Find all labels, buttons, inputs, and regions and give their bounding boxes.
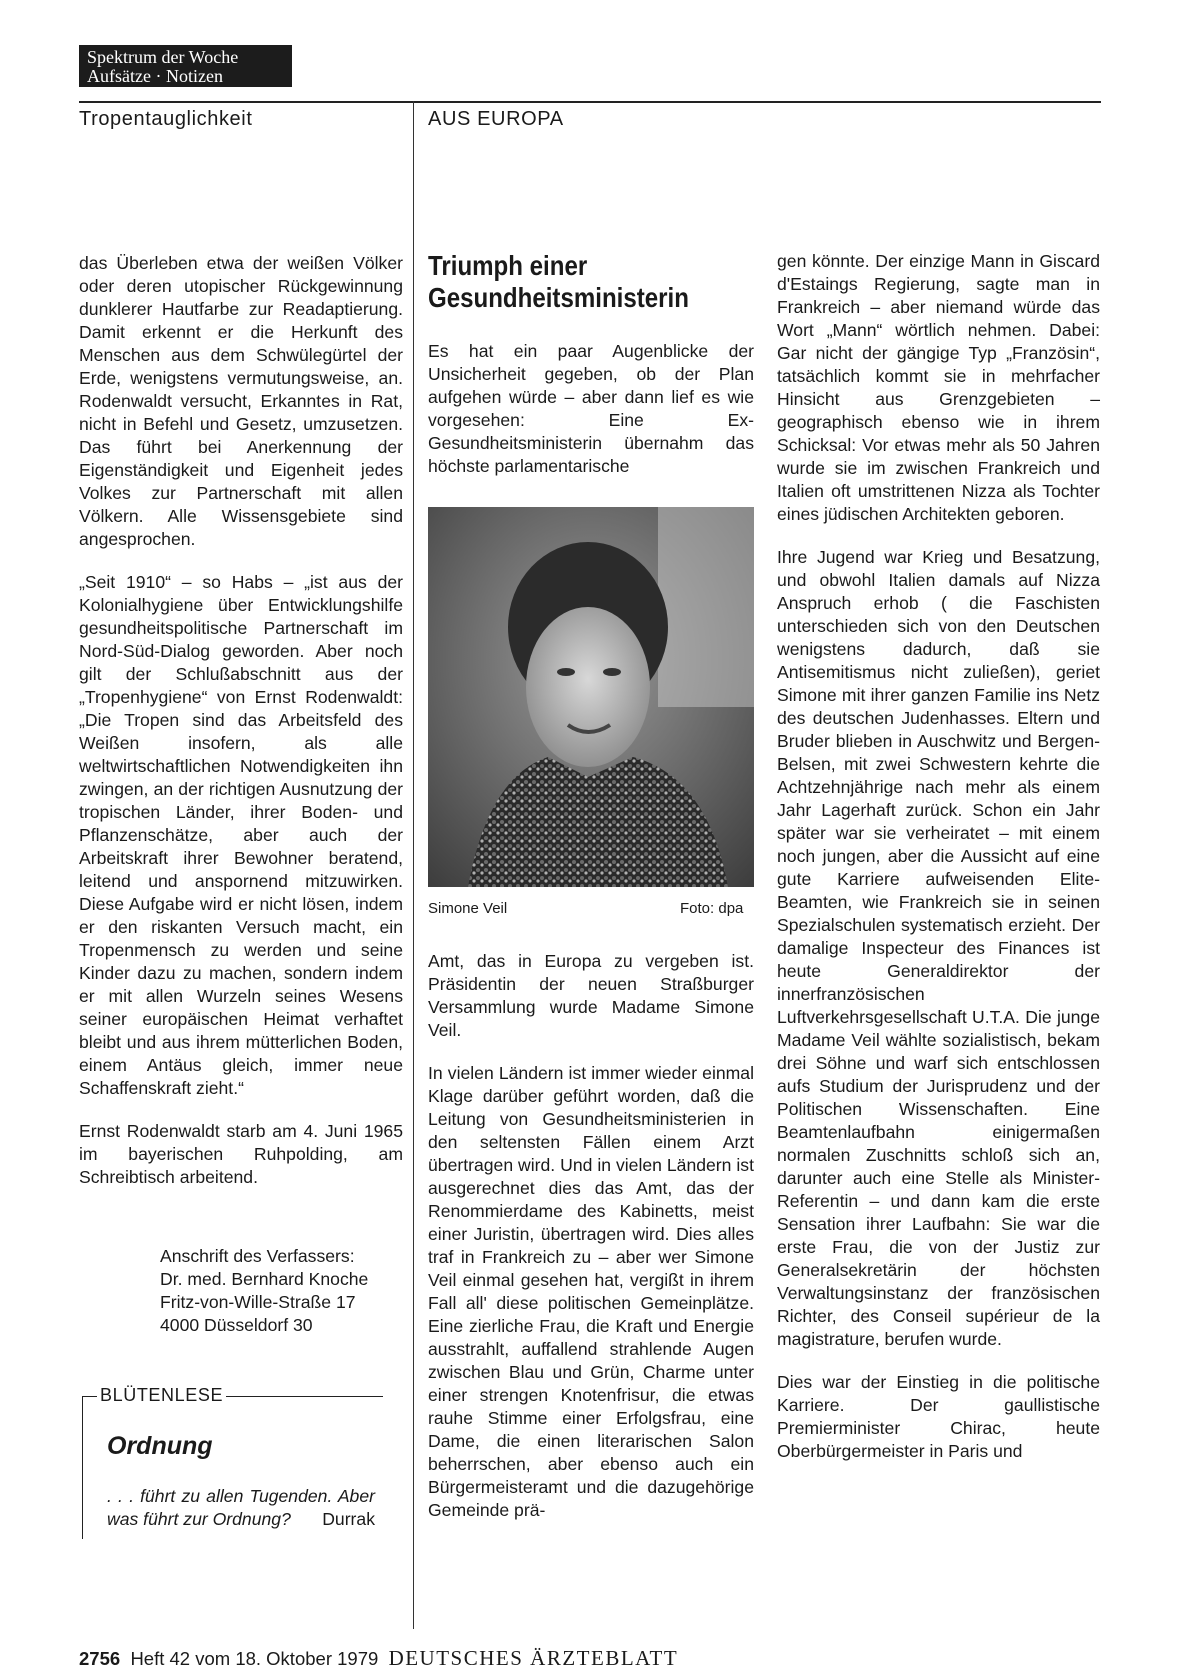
paragraph: Dies war der Einstieg in die politische Karriere. Der gaullistische Premierminister Chirac, heute Oberbürgermeister in Paris und [777, 1372, 1100, 1461]
issue-info: Heft 42 vom 18. Oktober 1979 [130, 1648, 379, 1669]
column-divider [413, 101, 414, 1629]
magazine-name: DEUTSCHES ÄRZTEBLATT [388, 1646, 679, 1670]
article-column-2 [428, 950, 754, 1542]
section-badge [79, 45, 292, 87]
headline-line-2: Gesundheitsministerin [428, 282, 689, 313]
article-column-3 [777, 250, 1100, 1483]
article-headline [428, 250, 708, 314]
paragraph: Ernst Rodenwaldt starb am 4. Juni 1965 im bayerischen Ruhpolding, am Schreibtisch arbeitend. [79, 1121, 403, 1187]
bluetenlese-heading: Ordnung [107, 1432, 213, 1460]
paragraph: das Überleben etwa der weißen Völker oder deren utopischer Rückgewinnung dunklerer Hautfarbe zur Readaptierung. Damit erkennt er die Herkunft des Menschen aus dem Schwülegürtel der Erde, wenigstens vermutungsweise, an. Rodenwaldt versucht, Erkanntes in Rat, nicht in Befehl und Gesetz, umzusetzen. Das führt bei Anerkennung der Eigenständigkeit und Eigenheit jedes Volkes zur Partnerschaft mit allen Völkern. Alle Wissensgebiete sind angesprochen. [79, 253, 403, 549]
top-rule [79, 101, 1101, 103]
left-article-text [79, 252, 403, 1209]
bluetenlese-label: BLÜTENLESE [97, 1385, 226, 1406]
page-footer [79, 1646, 678, 1671]
paragraph: In vielen Ländern ist immer wieder einmal Klage darüber geführt worden, daß die Leitung von Gesundheitsministerien in den seltensten Fällen einem Arzt übertragen wird. Und in vielen Ländern ist ausgerechnet dies das Amt, das der Renommierdame des Kabinetts, meist einer Juristin, übertragen wird. Dies alles traf in Frankreich zu – aber wer Simone Veil einmal gesehen hat, vergißt in ihrem Fall all' diese politischen Gemeinplätze. Eine zierliche Frau, die Kraft und Energie ausstrahlt, auffallend strahlende Augen zwischen Blau und Grün, Charme unter einer strengen Knotenfrisur, die etwas rauhe Stimme einer Erfolgsfrau, eine Dame, die einen literarischen Salon beherrschen, aber ebenso auch ein Bürgermeisteramt und die dazugehörige Gemeinde prä- [428, 1063, 754, 1520]
headline-line-1: Triumph einer [428, 250, 588, 281]
badge-line-2: Aufsätze · Notizen [87, 66, 223, 86]
paragraph: gen könnte. Der einzige Mann in Giscard d'Estaings Regierung, sagte man in Frankreich – aber niemand würde das Wort „Mann“ wörtlich nehmen. Dabei: Gar nicht der gängige Typ „Französin“, tatsächlich kommt sie in mehrfacher Hinsicht aus Grenzgebieten – geographisch ebenso wie in ihrem Schicksal: Vor etwas mehr als 50 Jahren wurde sie im zwischen Frankreich und Italien oft umstrittenen Nizza als Tochter eines jüdischen Architekten geboren. [777, 251, 1100, 524]
address-line: Dr. med. Bernhard Knoche [160, 1269, 369, 1289]
address-label: Anschrift des Verfassers: [160, 1246, 355, 1266]
address-line: Fritz-von-Wille-Straße 17 [160, 1292, 356, 1312]
photo-credit: Foto: dpa [680, 900, 744, 917]
left-column-title: Tropentauglichkeit [79, 108, 253, 130]
page-number: 2756 [79, 1648, 121, 1669]
quote-text: . . . führt zu allen Tugenden. Aber was führt zur Ordnung? [107, 1486, 375, 1529]
author-address [160, 1245, 368, 1337]
badge-line-1: Spektrum der Woche [87, 47, 239, 67]
paragraph: Amt, das in Europa zu vergeben ist. Präsidentin der neuen Straßburger Versammlung wurde Madame Simone Veil. [428, 951, 754, 1040]
bluetenlese-quote [107, 1485, 375, 1531]
address-line: 4000 Düsseldorf 30 [160, 1315, 313, 1335]
portrait-photo [428, 507, 754, 887]
paragraph: Es hat ein paar Augenblicke der Unsicherheit gegeben, ob der Plan aufgehen würde – aber dann lief es wie vorgesehen: Eine Ex-Gesundheitsministerin übernahm das höchste parlamentarische [428, 341, 754, 476]
paragraph: Ihre Jugend war Krieg und Besatzung, und obwohl Italien damals auf Nizza Anspruch erhob ( die Faschisten unterschieden sich von den Deutschen wenigstens dadurch, daß sie Antisemitismus nicht zuließen), geriet Simone mit ihrer ganzen Familie ins Netz des deutschen Judenhasses. Eltern und Bruder blieben in Auschwitz und Bergen-Belsen, mit zwei Schwestern kehrte die Achtzehnjährige nach mehr als einem Jahr Lagerhaft zurück. Schon ein Jahr später war sie verheiratet – mit einem noch jungen, aber die Aussicht auf eine gute Karriere aufweisenden Elite-Beamten, wie Frankreich sie in seinen Spezialschulen systematisch erzieht. Der damalige Inspecteur des Finances ist heute Generaldirektor der innerfranzösischen Luftverkehrsgesellschaft U.T.A. Die junge Madame Veil wählte sozialistisch, bekam drei Söhne und warf sich entschlossen aufs Studium der Jurisprudenz und der Politischen Wissenschaften. Eine Beamtenlaufbahn einigermaßen normalen Zuschnitts schloß sich an, darunter auch eine Stelle als Minister-Referentin – und dann kam die erste Sensation ihrer Laufbahn: Sie war die erste Frau, die von der Justiz zur Generalsekretärin der höchsten Verwaltungsinstanz der französischen Richter, des Conseil supérieur de la magistrature, berufen wurde. [777, 547, 1100, 1349]
quote-author: Durrak [322, 1509, 375, 1529]
paragraph: „Seit 1910“ – so Habs – „ist aus der Kolonialhygiene über Entwicklungshilfe gesundheitspolitische Partnerschaft im Nord-Süd-Dialog geworden. Aber noch gilt der Schlußabschnitt aus der „Tropenhygiene“ von Ernst Rodenwaldt: „Die Tropen sind das Arbeitsfeld des Weißen insofern, als alle weltwirtschaftlichen Notwendigkeiten ihn zwingen, an der richtigen Ausnutzung der tropischen Länder, ihrer Boden- und Pflanzenschätze, aber auch der Arbeitskraft ihrer Bewohner beratend, leitend und anspornend mitzuwirken. Diese Aufgabe wird er nicht lösen, indem er den riskanten Versuch macht, ein Tropenmensch zu werden und seine Kinder dazu zu machen, sondern indem er mit allen Wurzeln seines Wesens seiner europäischen Heimat verhaftet bleibt und aus ihrem mütterlichen Boden, einem Antäus gleich, immer neue Schaffenskraft zieht.“ [79, 572, 403, 1098]
article-intro [428, 340, 754, 498]
right-column-title: AUS EUROPA [428, 108, 564, 130]
photo-caption: Simone Veil [428, 900, 508, 917]
